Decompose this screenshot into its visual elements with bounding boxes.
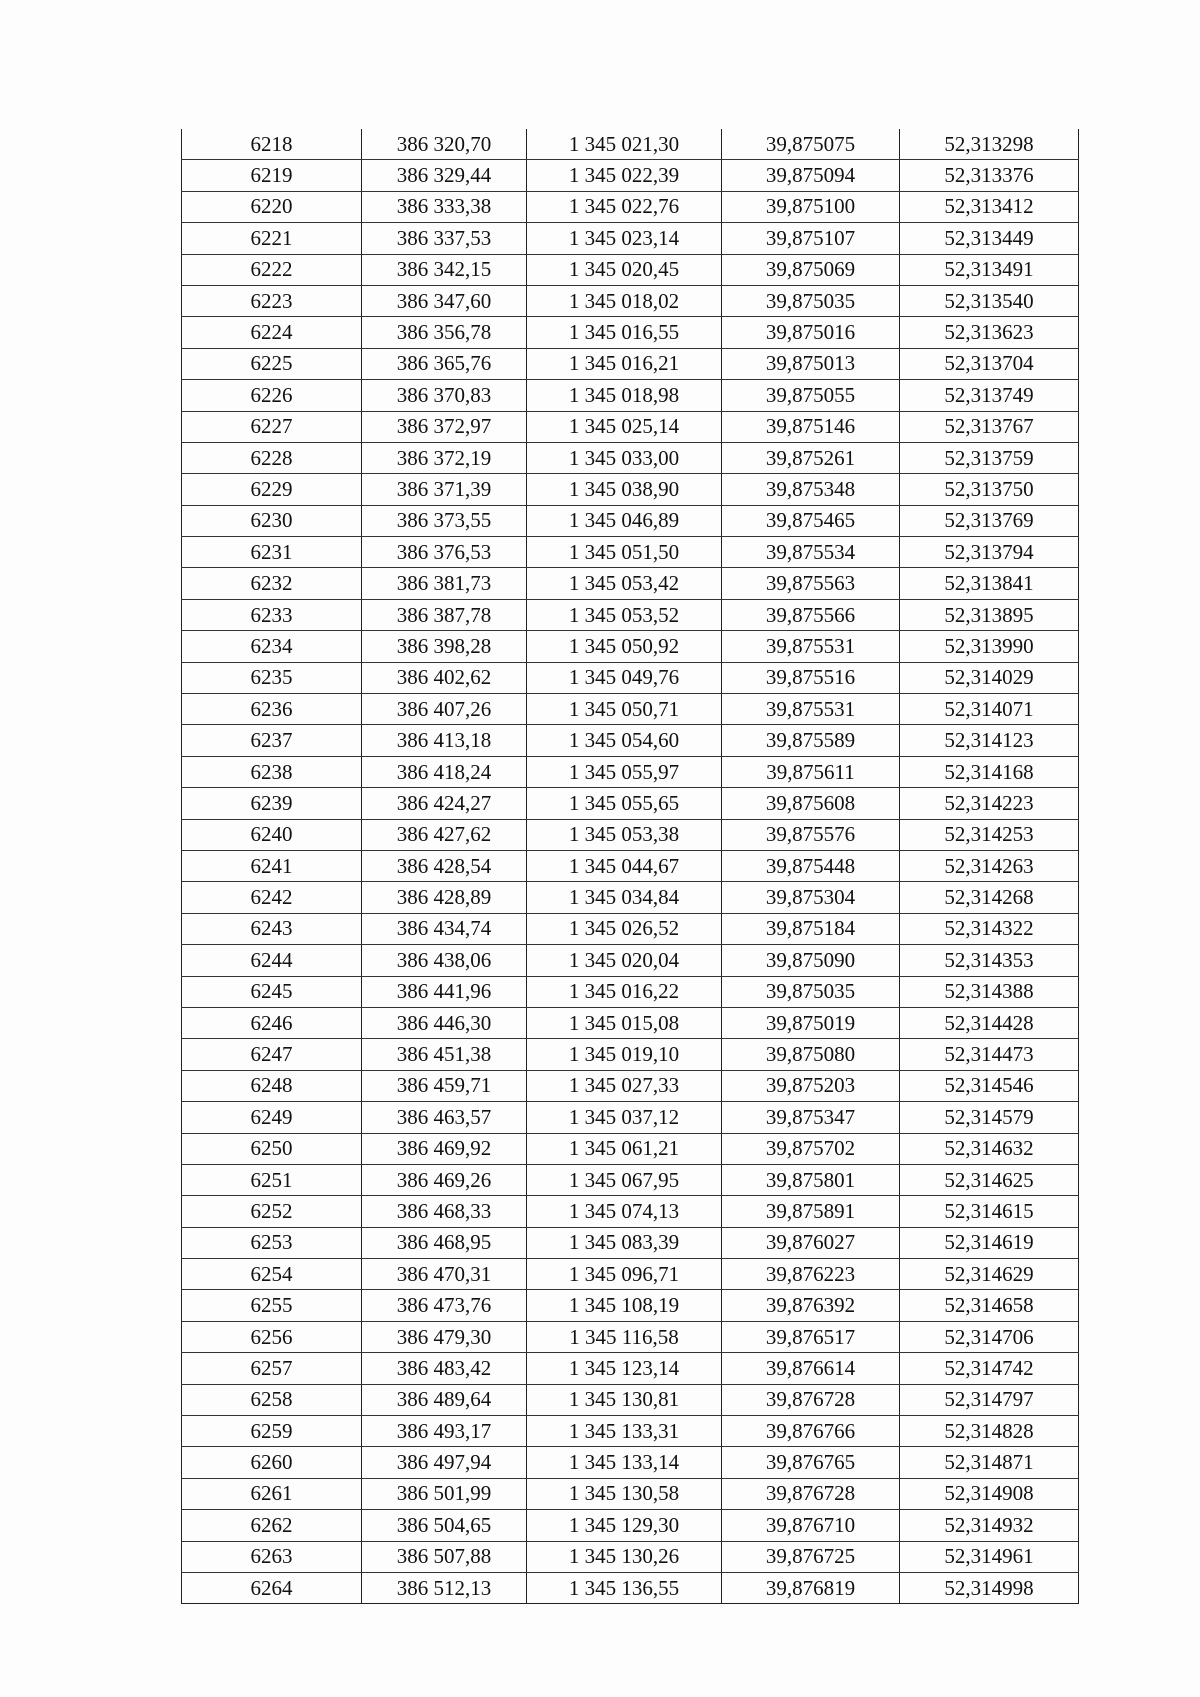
- latitude-cell: 52,314353: [900, 945, 1079, 976]
- latitude-cell: 52,314579: [900, 1102, 1079, 1133]
- point-number-cell: 6252: [182, 1196, 362, 1227]
- longitude-cell: 39,875347: [722, 1102, 900, 1133]
- latitude-cell: 52,313750: [900, 474, 1079, 505]
- x-coordinate-cell: 386 365,76: [362, 348, 527, 379]
- point-number-cell: 6260: [182, 1447, 362, 1478]
- latitude-cell: 52,314263: [900, 850, 1079, 881]
- x-coordinate-cell: 386 507,88: [362, 1541, 527, 1572]
- coordinates-table: [181, 129, 1079, 1604]
- x-coordinate-cell: 386 372,19: [362, 442, 527, 473]
- y-coordinate-cell: 1 345 018,02: [527, 285, 722, 316]
- longitude-cell: 39,875080: [722, 1039, 900, 1070]
- latitude-cell: 52,313749: [900, 380, 1079, 411]
- table-row: [182, 1353, 1079, 1384]
- longitude-cell: 39,875304: [722, 882, 900, 913]
- y-coordinate-cell: 1 345 053,52: [527, 599, 722, 630]
- y-coordinate-cell: 1 345 096,71: [527, 1259, 722, 1290]
- y-coordinate-cell: 1 345 083,39: [527, 1227, 722, 1258]
- x-coordinate-cell: 386 372,97: [362, 411, 527, 442]
- point-number-cell: 6241: [182, 850, 362, 881]
- table-row: [182, 1478, 1079, 1509]
- point-number-cell: 6245: [182, 976, 362, 1007]
- x-coordinate-cell: 386 512,13: [362, 1572, 527, 1603]
- point-number-cell: 6239: [182, 788, 362, 819]
- latitude-cell: 52,314428: [900, 1007, 1079, 1038]
- longitude-cell: 39,875611: [722, 756, 900, 787]
- point-number-cell: 6254: [182, 1259, 362, 1290]
- point-number-cell: 6247: [182, 1039, 362, 1070]
- latitude-cell: 52,314871: [900, 1447, 1079, 1478]
- x-coordinate-cell: 386 329,44: [362, 160, 527, 191]
- latitude-cell: 52,314253: [900, 819, 1079, 850]
- x-coordinate-cell: 386 468,95: [362, 1227, 527, 1258]
- x-coordinate-cell: 386 493,17: [362, 1416, 527, 1447]
- x-coordinate-cell: 386 370,83: [362, 380, 527, 411]
- table-row: [182, 254, 1079, 285]
- latitude-cell: 52,313767: [900, 411, 1079, 442]
- longitude-cell: 39,875055: [722, 380, 900, 411]
- latitude-cell: 52,314268: [900, 882, 1079, 913]
- point-number-cell: 6234: [182, 631, 362, 662]
- x-coordinate-cell: 386 387,78: [362, 599, 527, 630]
- x-coordinate-cell: 386 489,64: [362, 1384, 527, 1415]
- point-number-cell: 6236: [182, 694, 362, 725]
- point-number-cell: 6244: [182, 945, 362, 976]
- longitude-cell: 39,875203: [722, 1070, 900, 1101]
- y-coordinate-cell: 1 345 053,42: [527, 568, 722, 599]
- longitude-cell: 39,875465: [722, 505, 900, 536]
- x-coordinate-cell: 386 333,38: [362, 191, 527, 222]
- table-row: [182, 1227, 1079, 1258]
- table-row: [182, 1133, 1079, 1164]
- latitude-cell: 52,314615: [900, 1196, 1079, 1227]
- longitude-cell: 39,875013: [722, 348, 900, 379]
- point-number-cell: 6223: [182, 285, 362, 316]
- latitude-cell: 52,314961: [900, 1541, 1079, 1572]
- latitude-cell: 52,313759: [900, 442, 1079, 473]
- x-coordinate-cell: 386 398,28: [362, 631, 527, 662]
- y-coordinate-cell: 1 345 020,04: [527, 945, 722, 976]
- latitude-cell: 52,313841: [900, 568, 1079, 599]
- latitude-cell: 52,314632: [900, 1133, 1079, 1164]
- table-row: [182, 662, 1079, 693]
- x-coordinate-cell: 386 376,53: [362, 537, 527, 568]
- y-coordinate-cell: 1 345 061,21: [527, 1133, 722, 1164]
- table-row: [182, 1196, 1079, 1227]
- latitude-cell: 52,314619: [900, 1227, 1079, 1258]
- y-coordinate-cell: 1 345 055,97: [527, 756, 722, 787]
- table-row: [182, 1259, 1079, 1290]
- point-number-cell: 6249: [182, 1102, 362, 1133]
- table-row: [182, 568, 1079, 599]
- x-coordinate-cell: 386 446,30: [362, 1007, 527, 1038]
- longitude-cell: 39,875094: [722, 160, 900, 191]
- longitude-cell: 39,875107: [722, 223, 900, 254]
- x-coordinate-cell: 386 479,30: [362, 1321, 527, 1352]
- longitude-cell: 39,875075: [722, 129, 900, 160]
- longitude-cell: 39,876766: [722, 1416, 900, 1447]
- longitude-cell: 39,875563: [722, 568, 900, 599]
- latitude-cell: 52,313794: [900, 537, 1079, 568]
- table-row: [182, 317, 1079, 348]
- y-coordinate-cell: 1 345 022,76: [527, 191, 722, 222]
- table-row: [182, 945, 1079, 976]
- point-number-cell: 6228: [182, 442, 362, 473]
- y-coordinate-cell: 1 345 130,58: [527, 1478, 722, 1509]
- table-row: [182, 1164, 1079, 1195]
- latitude-cell: 52,313704: [900, 348, 1079, 379]
- longitude-cell: 39,875576: [722, 819, 900, 850]
- table-row: [182, 348, 1079, 379]
- point-number-cell: 6259: [182, 1416, 362, 1447]
- longitude-cell: 39,875891: [722, 1196, 900, 1227]
- x-coordinate-cell: 386 428,89: [362, 882, 527, 913]
- y-coordinate-cell: 1 345 021,30: [527, 129, 722, 160]
- table-row: [182, 1384, 1079, 1415]
- longitude-cell: 39,875702: [722, 1133, 900, 1164]
- y-coordinate-cell: 1 345 133,14: [527, 1447, 722, 1478]
- table-row: [182, 631, 1079, 662]
- point-number-cell: 6263: [182, 1541, 362, 1572]
- longitude-cell: 39,876728: [722, 1384, 900, 1415]
- longitude-cell: 39,876517: [722, 1321, 900, 1352]
- point-number-cell: 6220: [182, 191, 362, 222]
- point-number-cell: 6218: [182, 129, 362, 160]
- point-number-cell: 6243: [182, 913, 362, 944]
- x-coordinate-cell: 386 413,18: [362, 725, 527, 756]
- latitude-cell: 52,314828: [900, 1416, 1079, 1447]
- x-coordinate-cell: 386 438,06: [362, 945, 527, 976]
- x-coordinate-cell: 386 441,96: [362, 976, 527, 1007]
- x-coordinate-cell: 386 473,76: [362, 1290, 527, 1321]
- y-coordinate-cell: 1 345 016,21: [527, 348, 722, 379]
- y-coordinate-cell: 1 345 033,00: [527, 442, 722, 473]
- x-coordinate-cell: 386 402,62: [362, 662, 527, 693]
- longitude-cell: 39,875348: [722, 474, 900, 505]
- latitude-cell: 52,313895: [900, 599, 1079, 630]
- table-row: [182, 694, 1079, 725]
- table-row: [182, 129, 1079, 160]
- longitude-cell: 39,875566: [722, 599, 900, 630]
- y-coordinate-cell: 1 345 123,14: [527, 1353, 722, 1384]
- longitude-cell: 39,875035: [722, 285, 900, 316]
- longitude-cell: 39,875531: [722, 631, 900, 662]
- table-row: [182, 913, 1079, 944]
- point-number-cell: 6229: [182, 474, 362, 505]
- table-row: [182, 160, 1079, 191]
- point-number-cell: 6257: [182, 1353, 362, 1384]
- y-coordinate-cell: 1 345 016,22: [527, 976, 722, 1007]
- x-coordinate-cell: 386 504,65: [362, 1510, 527, 1541]
- latitude-cell: 52,313623: [900, 317, 1079, 348]
- longitude-cell: 39,875801: [722, 1164, 900, 1195]
- point-number-cell: 6237: [182, 725, 362, 756]
- y-coordinate-cell: 1 345 022,39: [527, 160, 722, 191]
- point-number-cell: 6253: [182, 1227, 362, 1258]
- x-coordinate-cell: 386 373,55: [362, 505, 527, 536]
- y-coordinate-cell: 1 345 023,14: [527, 223, 722, 254]
- point-number-cell: 6219: [182, 160, 362, 191]
- point-number-cell: 6255: [182, 1290, 362, 1321]
- point-number-cell: 6227: [182, 411, 362, 442]
- latitude-cell: 52,314071: [900, 694, 1079, 725]
- y-coordinate-cell: 1 345 044,67: [527, 850, 722, 881]
- x-coordinate-cell: 386 469,26: [362, 1164, 527, 1195]
- x-coordinate-cell: 386 347,60: [362, 285, 527, 316]
- latitude-cell: 52,313540: [900, 285, 1079, 316]
- longitude-cell: 39,876765: [722, 1447, 900, 1478]
- x-coordinate-cell: 386 469,92: [362, 1133, 527, 1164]
- point-number-cell: 6226: [182, 380, 362, 411]
- table-row: [182, 285, 1079, 316]
- x-coordinate-cell: 386 483,42: [362, 1353, 527, 1384]
- latitude-cell: 52,313990: [900, 631, 1079, 662]
- table-row: [182, 411, 1079, 442]
- y-coordinate-cell: 1 345 136,55: [527, 1572, 722, 1603]
- point-number-cell: 6224: [182, 317, 362, 348]
- latitude-cell: 52,314473: [900, 1039, 1079, 1070]
- x-coordinate-cell: 386 427,62: [362, 819, 527, 850]
- y-coordinate-cell: 1 345 037,12: [527, 1102, 722, 1133]
- y-coordinate-cell: 1 345 050,71: [527, 694, 722, 725]
- y-coordinate-cell: 1 345 038,90: [527, 474, 722, 505]
- longitude-cell: 39,875090: [722, 945, 900, 976]
- latitude-cell: 52,314658: [900, 1290, 1079, 1321]
- latitude-cell: 52,314908: [900, 1478, 1079, 1509]
- table-row: [182, 191, 1079, 222]
- y-coordinate-cell: 1 345 034,84: [527, 882, 722, 913]
- table-row: [182, 1510, 1079, 1541]
- longitude-cell: 39,875184: [722, 913, 900, 944]
- x-coordinate-cell: 386 381,73: [362, 568, 527, 599]
- point-number-cell: 6251: [182, 1164, 362, 1195]
- x-coordinate-cell: 386 434,74: [362, 913, 527, 944]
- x-coordinate-cell: 386 371,39: [362, 474, 527, 505]
- latitude-cell: 52,314123: [900, 725, 1079, 756]
- longitude-cell: 39,876728: [722, 1478, 900, 1509]
- point-number-cell: 6256: [182, 1321, 362, 1352]
- point-number-cell: 6221: [182, 223, 362, 254]
- y-coordinate-cell: 1 345 108,19: [527, 1290, 722, 1321]
- table-row: [182, 1290, 1079, 1321]
- table-row: [182, 976, 1079, 1007]
- latitude-cell: 52,314168: [900, 756, 1079, 787]
- x-coordinate-cell: 386 470,31: [362, 1259, 527, 1290]
- y-coordinate-cell: 1 345 116,58: [527, 1321, 722, 1352]
- x-coordinate-cell: 386 418,24: [362, 756, 527, 787]
- table-row: [182, 505, 1079, 536]
- point-number-cell: 6222: [182, 254, 362, 285]
- longitude-cell: 39,875516: [722, 662, 900, 693]
- longitude-cell: 39,875019: [722, 1007, 900, 1038]
- y-coordinate-cell: 1 345 046,89: [527, 505, 722, 536]
- latitude-cell: 52,314932: [900, 1510, 1079, 1541]
- table-row: [182, 1039, 1079, 1070]
- table-row: [182, 725, 1079, 756]
- latitude-cell: 52,314998: [900, 1572, 1079, 1603]
- x-coordinate-cell: 386 342,15: [362, 254, 527, 285]
- longitude-cell: 39,875448: [722, 850, 900, 881]
- table-row: [182, 1416, 1079, 1447]
- point-number-cell: 6262: [182, 1510, 362, 1541]
- x-coordinate-cell: 386 501,99: [362, 1478, 527, 1509]
- table-row: [182, 380, 1079, 411]
- latitude-cell: 52,314625: [900, 1164, 1079, 1195]
- latitude-cell: 52,313376: [900, 160, 1079, 191]
- point-number-cell: 6240: [182, 819, 362, 850]
- latitude-cell: 52,314546: [900, 1070, 1079, 1101]
- latitude-cell: 52,314388: [900, 976, 1079, 1007]
- table-row: [182, 1572, 1079, 1603]
- y-coordinate-cell: 1 345 074,13: [527, 1196, 722, 1227]
- longitude-cell: 39,875261: [722, 442, 900, 473]
- latitude-cell: 52,313769: [900, 505, 1079, 536]
- latitude-cell: 52,314629: [900, 1259, 1079, 1290]
- point-number-cell: 6231: [182, 537, 362, 568]
- y-coordinate-cell: 1 345 054,60: [527, 725, 722, 756]
- longitude-cell: 39,875016: [722, 317, 900, 348]
- longitude-cell: 39,876710: [722, 1510, 900, 1541]
- x-coordinate-cell: 386 356,78: [362, 317, 527, 348]
- x-coordinate-cell: 386 337,53: [362, 223, 527, 254]
- table-row: [182, 1102, 1079, 1133]
- y-coordinate-cell: 1 345 050,92: [527, 631, 722, 662]
- y-coordinate-cell: 1 345 049,76: [527, 662, 722, 693]
- longitude-cell: 39,875035: [722, 976, 900, 1007]
- table-row: [182, 1007, 1079, 1038]
- point-number-cell: 6233: [182, 599, 362, 630]
- latitude-cell: 52,313449: [900, 223, 1079, 254]
- x-coordinate-cell: 386 468,33: [362, 1196, 527, 1227]
- point-number-cell: 6258: [182, 1384, 362, 1415]
- longitude-cell: 39,876027: [722, 1227, 900, 1258]
- table-row: [182, 537, 1079, 568]
- longitude-cell: 39,875531: [722, 694, 900, 725]
- point-number-cell: 6250: [182, 1133, 362, 1164]
- latitude-cell: 52,314706: [900, 1321, 1079, 1352]
- table-row: [182, 223, 1079, 254]
- y-coordinate-cell: 1 345 053,38: [527, 819, 722, 850]
- x-coordinate-cell: 386 320,70: [362, 129, 527, 160]
- y-coordinate-cell: 1 345 019,10: [527, 1039, 722, 1070]
- table-row: [182, 1070, 1079, 1101]
- point-number-cell: 6225: [182, 348, 362, 379]
- latitude-cell: 52,314029: [900, 662, 1079, 693]
- longitude-cell: 39,875589: [722, 725, 900, 756]
- longitude-cell: 39,876392: [722, 1290, 900, 1321]
- latitude-cell: 52,314223: [900, 788, 1079, 819]
- latitude-cell: 52,313412: [900, 191, 1079, 222]
- point-number-cell: 6264: [182, 1572, 362, 1603]
- y-coordinate-cell: 1 345 051,50: [527, 537, 722, 568]
- x-coordinate-cell: 386 459,71: [362, 1070, 527, 1101]
- y-coordinate-cell: 1 345 055,65: [527, 788, 722, 819]
- latitude-cell: 52,314322: [900, 913, 1079, 944]
- point-number-cell: 6248: [182, 1070, 362, 1101]
- point-number-cell: 6261: [182, 1478, 362, 1509]
- y-coordinate-cell: 1 345 067,95: [527, 1164, 722, 1195]
- y-coordinate-cell: 1 345 130,26: [527, 1541, 722, 1572]
- table-row: [182, 819, 1079, 850]
- y-coordinate-cell: 1 345 130,81: [527, 1384, 722, 1415]
- point-number-cell: 6232: [182, 568, 362, 599]
- point-number-cell: 6230: [182, 505, 362, 536]
- x-coordinate-cell: 386 428,54: [362, 850, 527, 881]
- y-coordinate-cell: 1 345 027,33: [527, 1070, 722, 1101]
- longitude-cell: 39,875146: [722, 411, 900, 442]
- point-number-cell: 6238: [182, 756, 362, 787]
- table-row: [182, 442, 1079, 473]
- latitude-cell: 52,314742: [900, 1353, 1079, 1384]
- table-row: [182, 599, 1079, 630]
- point-number-cell: 6242: [182, 882, 362, 913]
- table-row: [182, 850, 1079, 881]
- table-row: [182, 474, 1079, 505]
- coordinates-table-body: [182, 129, 1079, 1604]
- latitude-cell: 52,314797: [900, 1384, 1079, 1415]
- y-coordinate-cell: 1 345 133,31: [527, 1416, 722, 1447]
- point-number-cell: 6235: [182, 662, 362, 693]
- x-coordinate-cell: 386 451,38: [362, 1039, 527, 1070]
- table-row: [182, 1541, 1079, 1572]
- y-coordinate-cell: 1 345 129,30: [527, 1510, 722, 1541]
- longitude-cell: 39,876223: [722, 1259, 900, 1290]
- longitude-cell: 39,875534: [722, 537, 900, 568]
- table-row: [182, 1321, 1079, 1352]
- longitude-cell: 39,876725: [722, 1541, 900, 1572]
- y-coordinate-cell: 1 345 018,98: [527, 380, 722, 411]
- table-row: [182, 756, 1079, 787]
- y-coordinate-cell: 1 345 016,55: [527, 317, 722, 348]
- longitude-cell: 39,875608: [722, 788, 900, 819]
- table-row: [182, 882, 1079, 913]
- y-coordinate-cell: 1 345 015,08: [527, 1007, 722, 1038]
- x-coordinate-cell: 386 424,27: [362, 788, 527, 819]
- x-coordinate-cell: 386 463,57: [362, 1102, 527, 1133]
- latitude-cell: 52,313298: [900, 129, 1079, 160]
- table-row: [182, 1447, 1079, 1478]
- longitude-cell: 39,875069: [722, 254, 900, 285]
- longitude-cell: 39,876819: [722, 1572, 900, 1603]
- y-coordinate-cell: 1 345 026,52: [527, 913, 722, 944]
- x-coordinate-cell: 386 407,26: [362, 694, 527, 725]
- point-number-cell: 6246: [182, 1007, 362, 1038]
- latitude-cell: 52,313491: [900, 254, 1079, 285]
- table-row: [182, 788, 1079, 819]
- y-coordinate-cell: 1 345 025,14: [527, 411, 722, 442]
- x-coordinate-cell: 386 497,94: [362, 1447, 527, 1478]
- longitude-cell: 39,876614: [722, 1353, 900, 1384]
- longitude-cell: 39,875100: [722, 191, 900, 222]
- y-coordinate-cell: 1 345 020,45: [527, 254, 722, 285]
